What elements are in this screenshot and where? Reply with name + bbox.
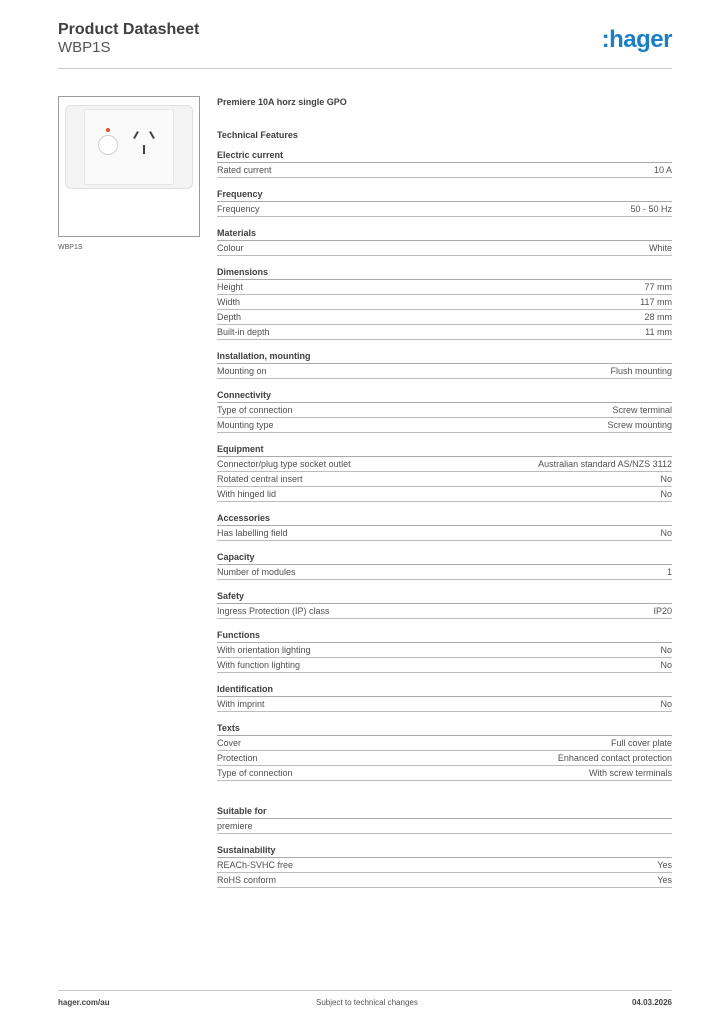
spec-value: 1 bbox=[666, 567, 672, 577]
spec-row bbox=[217, 643, 672, 658]
page-title: Product Datasheet bbox=[58, 21, 200, 38]
active-pin-slot bbox=[133, 131, 139, 139]
spec-row bbox=[217, 457, 672, 472]
section-heading: Functions bbox=[217, 629, 672, 643]
spec-value: Screw mounting bbox=[607, 420, 672, 430]
rocker-switch bbox=[98, 135, 118, 155]
spec-label: Has labelling field bbox=[217, 528, 288, 538]
section-heading: Identification bbox=[217, 683, 672, 697]
section-heading: Dimensions bbox=[217, 266, 672, 280]
spec-value: No bbox=[660, 645, 672, 655]
spec-row bbox=[217, 565, 672, 580]
spec-value: Enhanced contact protection bbox=[557, 753, 672, 763]
section-heading: Safety bbox=[217, 590, 672, 604]
product-code: WBP1S bbox=[58, 39, 111, 56]
spec-row bbox=[217, 858, 672, 873]
spec-row bbox=[217, 163, 672, 178]
section-heading: Electric current bbox=[217, 149, 672, 163]
spec-label: Rotated central insert bbox=[217, 474, 303, 484]
spec-label: premiere bbox=[217, 821, 253, 831]
spec-row bbox=[217, 658, 672, 673]
spec-value: Full cover plate bbox=[610, 738, 672, 748]
spec-label: Depth bbox=[217, 312, 242, 322]
spec-row bbox=[217, 364, 672, 379]
section-heading: Texts bbox=[217, 722, 672, 736]
spec-row bbox=[217, 819, 672, 834]
spec-value: No bbox=[660, 660, 672, 670]
spec-value: Flush mounting bbox=[610, 366, 672, 376]
section-heading: Suitable for bbox=[217, 805, 672, 819]
spec-label: Built-in depth bbox=[217, 327, 270, 337]
product-image bbox=[58, 96, 200, 237]
section-heading: Equipment bbox=[217, 443, 672, 457]
spec-value: White bbox=[648, 243, 672, 253]
spec-row bbox=[217, 310, 672, 325]
page-header bbox=[58, 20, 672, 68]
spec-label: Height bbox=[217, 282, 244, 292]
spec-value: 117 mm bbox=[640, 297, 672, 307]
spec-value: 50 - 50 Hz bbox=[630, 204, 672, 214]
spec-value: Australian standard AS/NZS 3112 bbox=[538, 459, 672, 469]
spec-value: IP20 bbox=[653, 606, 672, 616]
section-heading: Materials bbox=[217, 227, 672, 241]
spec-sections bbox=[217, 149, 672, 888]
spec-table bbox=[217, 94, 672, 888]
section-gap bbox=[217, 781, 672, 795]
section-heading: Sustainability bbox=[217, 844, 672, 858]
spec-row bbox=[217, 604, 672, 619]
spec-label: With orientation lighting bbox=[217, 645, 311, 655]
hager-logo: :hager bbox=[601, 26, 672, 53]
spec-value: No bbox=[660, 699, 672, 709]
spec-row bbox=[217, 487, 672, 502]
footer-notice: Subject to technical changes bbox=[316, 998, 418, 1007]
spec-row bbox=[217, 202, 672, 217]
spec-row bbox=[217, 325, 672, 340]
header-divider bbox=[58, 68, 672, 69]
spec-value: 28 mm bbox=[644, 312, 672, 322]
spec-row bbox=[217, 697, 672, 712]
footer-date: 04.03.2026 bbox=[631, 998, 672, 1007]
spec-row bbox=[217, 526, 672, 541]
spec-value: No bbox=[660, 474, 672, 484]
spec-label: Connector/plug type socket outlet bbox=[217, 459, 351, 469]
spec-row bbox=[217, 873, 672, 888]
spec-label: Colour bbox=[217, 243, 244, 253]
spec-row bbox=[217, 403, 672, 418]
section-heading: Frequency bbox=[217, 188, 672, 202]
spec-label: Number of modules bbox=[217, 567, 296, 577]
spec-label: Ingress Protection (IP) class bbox=[217, 606, 330, 616]
section-heading: Connectivity bbox=[217, 389, 672, 403]
spec-row bbox=[217, 766, 672, 781]
spec-value: Yes bbox=[657, 875, 672, 885]
spec-value: 11 mm bbox=[645, 327, 672, 337]
spec-label: Mounting type bbox=[217, 420, 274, 430]
spec-value: 77 mm bbox=[644, 282, 672, 292]
spec-value: 10 A bbox=[653, 165, 672, 175]
spec-row bbox=[217, 295, 672, 310]
spec-value: No bbox=[660, 528, 672, 538]
section-heading: Capacity bbox=[217, 551, 672, 565]
spec-row bbox=[217, 241, 672, 256]
spec-value: Screw terminal bbox=[612, 405, 672, 415]
indicator-led bbox=[106, 128, 110, 132]
footer-website[interactable]: hager.com/au bbox=[58, 998, 110, 1007]
spec-value: With screw terminals bbox=[588, 768, 672, 778]
spec-label: Frequency bbox=[217, 204, 260, 214]
spec-label: Type of connection bbox=[217, 768, 293, 778]
spec-row bbox=[217, 418, 672, 433]
spec-label: RoHS conform bbox=[217, 875, 277, 885]
section-heading: Accessories bbox=[217, 512, 672, 526]
spec-label: With imprint bbox=[217, 699, 265, 709]
spec-label: Rated current bbox=[217, 165, 272, 175]
spec-row bbox=[217, 472, 672, 487]
spec-label: Protection bbox=[217, 753, 258, 763]
product-name: Premiere 10A horz single GPO bbox=[217, 97, 347, 107]
spec-row bbox=[217, 751, 672, 766]
spec-value: No bbox=[660, 489, 672, 499]
spec-label: Width bbox=[217, 297, 241, 307]
spec-label: Cover bbox=[217, 738, 242, 748]
spec-label: With function lighting bbox=[217, 660, 301, 670]
neutral-pin-slot bbox=[149, 131, 155, 139]
gpo-faceplate bbox=[84, 109, 174, 185]
earth-pin-slot bbox=[143, 145, 145, 154]
spec-row bbox=[217, 736, 672, 751]
gpo-plate bbox=[65, 105, 193, 189]
spec-label: With hinged lid bbox=[217, 489, 277, 499]
section-heading: Installation, mounting bbox=[217, 350, 672, 364]
image-caption: WBP1S bbox=[58, 244, 83, 251]
footer-divider bbox=[58, 990, 672, 991]
spec-row bbox=[217, 280, 672, 295]
technical-features-heading: Technical Features bbox=[217, 130, 298, 140]
spec-label: Type of connection bbox=[217, 405, 293, 415]
spec-label: Mounting on bbox=[217, 366, 267, 376]
spec-label: REACh-SVHC free bbox=[217, 860, 294, 870]
spec-value: Yes bbox=[657, 860, 672, 870]
